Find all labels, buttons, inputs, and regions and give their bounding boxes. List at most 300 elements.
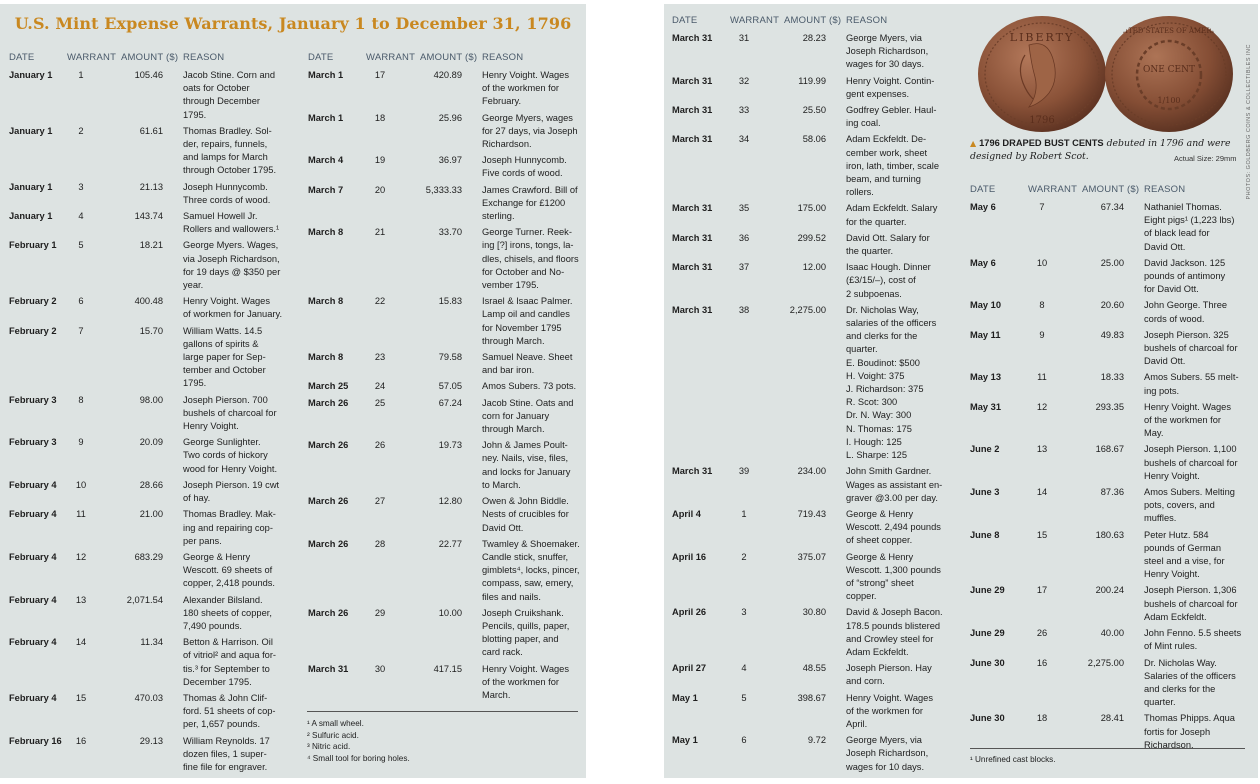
- row-reason: Henry Voight. Wages of the workmen for April.: [846, 692, 933, 729]
- table-row: [308, 154, 586, 180]
- row-warrant: 13: [1036, 444, 1048, 455]
- table-row: [672, 734, 954, 774]
- row-amount: 25.96: [438, 112, 462, 123]
- table-row: [9, 636, 289, 689]
- row-warrant: 37: [738, 262, 750, 273]
- row-date: May 6: [970, 257, 996, 268]
- footnote-rule: [307, 711, 578, 712]
- caption-text: debuted in 1796 and were designed by Robert Scot.: [970, 138, 1231, 162]
- table-row: [9, 735, 289, 775]
- row-warrant: 29: [374, 607, 386, 618]
- row-date: March 31: [672, 232, 713, 243]
- row-date: January 1: [9, 181, 53, 192]
- row-reason: Joseph Pierson. 1,306 bushels of charcoal for Adam Eckfeldt.: [1144, 585, 1238, 622]
- row-date: February 4: [9, 692, 57, 703]
- row-date: February 3: [9, 394, 57, 405]
- header-date: DATE: [9, 52, 35, 63]
- table-row: [9, 325, 289, 391]
- row-reason: Joseph Pierson. 1,100 bushels of charcoal for Henry Voight.: [1144, 444, 1238, 481]
- row-warrant: 13: [75, 594, 87, 605]
- row-amount: 719.43: [797, 508, 826, 519]
- row-reason: Adam Eckfeldt. De- cember work, sheet iron, lath, timber, scale beam, and turning rollers.: [846, 134, 940, 198]
- header-reason: REASON: [1144, 184, 1186, 195]
- row-date: February 16: [9, 735, 62, 746]
- row-reason: William Reynolds. 17 dozen files, 1 super- fine file for engraver.: [183, 735, 270, 772]
- row-amount: 15.70: [139, 325, 163, 336]
- warrant-column-3: [672, 15, 954, 774]
- row-warrant: 10: [75, 479, 87, 490]
- row-reason: Henry Voight. Wages of workmen for January.: [183, 296, 283, 320]
- row-warrant: 10: [1036, 257, 1048, 268]
- row-date: March 26: [308, 496, 349, 507]
- row-amount: 400.48: [134, 296, 163, 307]
- row-warrant: 20: [374, 184, 386, 195]
- row-amount: 11.34: [140, 637, 163, 648]
- row-amount: 25.00: [1100, 257, 1124, 268]
- row-amount: 12.00: [802, 262, 826, 273]
- row-date: May 31: [970, 401, 1002, 412]
- table-row: [970, 443, 1258, 483]
- header-amount: AMOUNT ($): [420, 52, 478, 63]
- header-date: DATE: [672, 15, 698, 26]
- row-date: June 8: [970, 529, 1000, 540]
- row-date: March 7: [308, 184, 344, 195]
- row-warrant: 26: [1036, 628, 1048, 639]
- row-warrant: 12: [75, 551, 87, 562]
- row-reason: George Sunlighter. Two cords of hickory wood for Henry Voight.: [183, 437, 278, 474]
- row-reason: Samuel Neave. Sheet and bar iron.: [482, 352, 573, 376]
- row-date: April 26: [672, 607, 707, 618]
- table-row: [9, 181, 289, 207]
- row-date: February 4: [9, 637, 57, 648]
- row-amount: 79.58: [438, 352, 462, 363]
- table-row: [970, 712, 1258, 752]
- row-reason: George Myers. Wages, via Joseph Richardson, for 19 days @ $350 per year.: [183, 240, 281, 291]
- table-row: [308, 495, 586, 535]
- row-reason: Jacob Stine. Oats and corn for January through March.: [482, 397, 574, 435]
- row-date: March 8: [308, 352, 344, 363]
- row-date: March 4: [308, 155, 344, 166]
- row-reason: Owen & John Biddle. Nests of crucibles for David Ott.: [482, 496, 569, 533]
- row-reason: Thomas Bradley. Sol- der, repairs, funnels, and lamps for March through October 1795.: [183, 125, 277, 176]
- table-row: [970, 401, 1258, 441]
- row-amount: 25.50: [802, 105, 826, 116]
- row-warrant: 38: [738, 304, 750, 315]
- row-reason: Joseph Hunnycomb. Three cords of wood.: [183, 181, 271, 205]
- row-date: April 4: [672, 508, 701, 519]
- table-row: [9, 239, 289, 292]
- row-reason: Thomas & John Clif- ford. 51 sheets of cop- per, 1,657 pounds.: [183, 692, 276, 730]
- row-warrant: 26: [374, 440, 386, 451]
- footnote: ² Sulfuric acid.: [307, 730, 359, 740]
- row-amount: 61.61: [139, 125, 163, 136]
- table-row: [9, 551, 289, 591]
- row-warrant: 8: [78, 394, 84, 405]
- row-reason: Samuel Howell Jr. Rollers and wallowers.¹: [183, 211, 280, 235]
- row-amount: 21.13: [139, 181, 163, 192]
- row-warrant: 36: [738, 232, 750, 243]
- table-row: [970, 486, 1258, 526]
- row-amount: 2,275.00: [789, 304, 826, 315]
- table-row: [970, 371, 1258, 397]
- table-row: [308, 112, 586, 152]
- row-reason: David Jackson. 125 pounds of antimony for David Ott.: [1144, 257, 1226, 295]
- row-amount: 30.80: [802, 607, 826, 618]
- row-amount: 234.00: [797, 466, 826, 477]
- footnotes-right: [970, 754, 1240, 766]
- row-reason: John Fenno. 5.5 sheets of Mint rules.: [1144, 628, 1242, 652]
- row-amount: 22.77: [438, 538, 462, 549]
- row-amount: 67.24: [438, 397, 462, 408]
- table-row: [308, 380, 586, 393]
- table-row: [672, 32, 954, 72]
- footnote-rule-right: [970, 748, 1245, 749]
- row-reason: Henry Voight. Wages of the workmen for March.: [482, 663, 569, 700]
- row-date: February 1: [9, 240, 57, 251]
- table-row: [672, 465, 954, 505]
- header-amount: AMOUNT ($): [784, 15, 842, 26]
- header-date: DATE: [308, 52, 334, 63]
- row-amount: 49.83: [1100, 329, 1124, 340]
- row-warrant: 32: [738, 75, 750, 86]
- row-warrant: 35: [738, 203, 750, 214]
- row-date: January 1: [9, 125, 53, 136]
- row-warrant: 9: [78, 437, 84, 448]
- row-warrant: 8: [1039, 300, 1045, 311]
- caption-bold: 1796 DRAPED BUST CENTS: [979, 138, 1104, 148]
- table-row: [672, 304, 954, 462]
- row-warrant: 12: [1036, 401, 1048, 412]
- row-date: March 8: [308, 296, 344, 307]
- row-reason: Joseph Pierson. Hay and corn.: [846, 663, 932, 687]
- row-reason: John & James Poult- ney. Nails, vise, files, and locks for January to March.: [482, 440, 571, 490]
- row-reason: Amos Subers. 55 melt- ing pots.: [1144, 372, 1239, 396]
- row-amount: 98.00: [139, 394, 163, 405]
- table-row: [672, 133, 954, 199]
- row-reason: Amos Subers. 73 pots.: [482, 381, 577, 392]
- warrant-column-1: [9, 52, 289, 774]
- row-reason: George Myers, via Joseph Richardson, wages for 10 days.: [846, 735, 929, 772]
- row-reason: Joseph Pierson. 700 bushels of charcoal for Henry Voight.: [183, 394, 277, 432]
- row-date: March 1: [308, 70, 344, 80]
- row-amount: 58.06: [802, 134, 826, 145]
- row-date: March 26: [308, 397, 349, 408]
- header-warrant: WARRANT: [730, 15, 780, 26]
- row-date: June 29: [970, 585, 1005, 596]
- row-date: January 1: [9, 211, 53, 222]
- row-reason: Israel & Isaac Palmer. Lamp oil and candles for November 1795 through March.: [482, 296, 573, 346]
- row-warrant: 17: [374, 70, 386, 80]
- row-amount: 398.67: [797, 692, 826, 703]
- row-reason: Betton & Harrison. Oil of vitriol² and aqua for- tis.³ for September to December 1795.: [183, 637, 277, 687]
- row-date: February 4: [9, 479, 57, 490]
- row-amount: 119.99: [798, 75, 826, 86]
- table-row: [308, 69, 586, 109]
- row-date: March 8: [308, 227, 344, 238]
- coin-reverse-center: ONE CENT: [1142, 65, 1196, 75]
- row-warrant: 28: [374, 538, 386, 549]
- table-row: [672, 508, 954, 548]
- table-row: [970, 657, 1258, 710]
- row-amount: 15.83: [438, 296, 462, 307]
- row-warrant: 19: [374, 155, 386, 166]
- photo-credit: PHOTOS: GOLDBERG COINS & COLLECTIBLES INC: [1246, 44, 1252, 200]
- header-reason: REASON: [482, 52, 524, 63]
- row-warrant: 1: [78, 70, 84, 80]
- row-amount: 28.23: [802, 33, 826, 43]
- row-amount: 57.05: [438, 381, 462, 392]
- row-reason: Henry Voight. Contin- gent expenses.: [846, 75, 935, 99]
- table-row: [672, 104, 954, 130]
- row-warrant: 16: [1036, 657, 1048, 668]
- row-amount: 105.46: [134, 70, 163, 80]
- row-date: March 31: [672, 105, 713, 116]
- row-date: March 1: [308, 112, 344, 123]
- row-amount: 180.63: [1095, 529, 1124, 540]
- row-reason: Peter Hutz. 584 pounds of German steel and a vise, for Henry Voight.: [1144, 529, 1225, 580]
- row-warrant: 7: [78, 325, 84, 336]
- column-header: [308, 52, 586, 66]
- row-reason: George Myers, wages for 27 days, via Joseph Richardson.: [482, 112, 578, 150]
- row-warrant: 17: [1036, 585, 1048, 596]
- row-date: June 3: [970, 487, 1000, 498]
- row-date: May 1: [672, 692, 698, 703]
- row-date: March 31: [672, 262, 713, 273]
- row-date: June 2: [970, 444, 1000, 455]
- row-warrant: 33: [738, 105, 750, 116]
- row-date: March 31: [672, 466, 713, 477]
- row-reason: Adam Eckfeldt. Salary for the quarter.: [846, 203, 938, 227]
- row-reason: George & Henry Wescott. 1,300 pounds of “strong” sheet copper.: [846, 551, 941, 602]
- row-reason: George Myers, via Joseph Richardson, wages for 30 days.: [846, 33, 929, 70]
- row-date: March 31: [308, 663, 349, 674]
- footnote: ¹ Unrefined cast blocks.: [970, 755, 1056, 764]
- header-date: DATE: [970, 184, 996, 195]
- row-date: February 4: [9, 509, 57, 520]
- row-amount: 10.00: [438, 607, 462, 618]
- row-amount: 9.72: [807, 735, 826, 746]
- row-reason: John George. Three cords of wood.: [1144, 300, 1228, 324]
- right-page: [664, 4, 1258, 778]
- row-warrant: 2: [78, 125, 84, 136]
- row-reason: Twamley & Shoemaker. Candle stick, snuffer, gimblets⁴, locks, pincer, compass, saw, emery, files and nails.: [482, 538, 580, 602]
- row-amount: 18.21: [139, 240, 163, 251]
- table-row: [9, 69, 289, 122]
- footnotes: [307, 718, 577, 764]
- warrant-column-2: [308, 52, 586, 702]
- row-reason: Isaac Hough. Dinner (£3/15/–), cost of 2 subpoenas.: [846, 262, 931, 299]
- row-reason: Joseph Hunnycomb. Five cords of wood.: [482, 155, 567, 179]
- row-amount: 2,071.54: [126, 594, 163, 605]
- row-warrant: 14: [1036, 487, 1048, 498]
- table-row: [970, 299, 1258, 325]
- table-row: [672, 551, 954, 604]
- table-row: [308, 607, 586, 660]
- table-row: [308, 351, 586, 377]
- row-warrant: 25: [374, 397, 386, 408]
- row-amount: 5,333.33: [425, 184, 462, 195]
- coin-obverse-date: 1796: [1029, 115, 1055, 126]
- row-amount: 33.70: [438, 227, 462, 238]
- row-warrant: 15: [75, 692, 87, 703]
- row-reason: David Ott. Salary for the quarter.: [846, 232, 930, 257]
- row-date: May 1: [672, 735, 698, 746]
- row-warrant: 6: [741, 735, 747, 746]
- row-reason: David & Joseph Bacon. 178.5 pounds blistered and Crowley steel for Adam Eckfeldt.: [846, 607, 943, 657]
- coin-obverse-image: [977, 15, 1107, 133]
- row-date: April 27: [672, 663, 707, 674]
- coin-reverse-image: [1104, 15, 1234, 133]
- row-date: June 30: [970, 657, 1005, 668]
- row-warrant: 1: [741, 508, 747, 519]
- row-warrant: 18: [1036, 713, 1048, 724]
- row-warrant: 30: [374, 663, 386, 674]
- row-reason: Henry Voight. Wages of the workmen for May.: [1144, 401, 1231, 439]
- row-date: March 31: [672, 304, 713, 315]
- row-amount: 683.29: [134, 551, 163, 562]
- row-amount: 18.33: [1100, 372, 1124, 383]
- row-amount: 12.80: [438, 496, 462, 507]
- row-warrant: 27: [374, 496, 386, 507]
- actual-size-note: Actual Size: 29mm: [1174, 154, 1237, 163]
- footnote: ³ Nitric acid.: [307, 742, 351, 752]
- header-reason: REASON: [846, 15, 888, 26]
- row-warrant: 23: [374, 352, 386, 363]
- coin-obverse-legend: LIBERTY: [1009, 31, 1075, 44]
- row-reason: Joseph Pierson. 19 cwt of hay.: [183, 479, 280, 504]
- row-amount: 28.66: [139, 479, 163, 490]
- row-amount: 168.67: [1095, 444, 1124, 455]
- table-row: [9, 125, 289, 178]
- table-row: [970, 257, 1258, 297]
- row-date: March 26: [308, 440, 349, 451]
- row-reason: Godfrey Gebler. Haul- ing coal.: [846, 105, 937, 129]
- table-row: [672, 232, 954, 258]
- row-warrant: 2: [741, 551, 747, 562]
- row-warrant: 4: [741, 663, 747, 674]
- row-date: April 16: [672, 551, 707, 562]
- row-amount: 67.34: [1100, 202, 1124, 212]
- row-reason: John Smith Gardner. Wages as assistant en- graver @3.00 per day.: [846, 466, 943, 503]
- row-amount: 21.00: [139, 509, 163, 520]
- row-warrant: 16: [75, 735, 87, 746]
- warrant-column-4: [970, 184, 1258, 752]
- table-row: [9, 594, 289, 634]
- row-reason: Dr. Nicholas Way. Salaries of the officers and clerks for the quarter.: [1144, 657, 1236, 708]
- row-date: February 2: [9, 296, 57, 307]
- row-warrant: 7: [1039, 202, 1045, 212]
- page-title: U.S. Mint Expense Warrants, January 1 to December 31, 1796: [14, 14, 572, 33]
- row-date: May 13: [970, 372, 1002, 383]
- table-row: [308, 538, 586, 604]
- row-reason: Henry Voight. Wages of the workmen for February.: [482, 70, 569, 107]
- row-warrant: 22: [374, 296, 386, 307]
- row-date: March 31: [672, 203, 713, 214]
- row-reason: Nathaniel Thomas. Eight pigs¹ (1,223 lbs) of black lead for David Ott.: [1144, 202, 1235, 252]
- table-row: [672, 662, 954, 688]
- row-date: February 4: [9, 594, 57, 605]
- row-date: March 31: [672, 33, 713, 43]
- table-row: [9, 692, 289, 732]
- row-reason: William Watts. 14.5 gallons of spirits & large paper for Sep- tember and October 1795.: [183, 325, 266, 389]
- row-warrant: 15: [1036, 529, 1048, 540]
- row-date: March 26: [308, 538, 349, 549]
- footnote: ¹ A small wheel.: [307, 719, 364, 728]
- row-warrant: 18: [374, 112, 386, 123]
- row-reason: Joseph Pierson. 325 bushels of charcoal for David Ott.: [1144, 329, 1238, 367]
- row-reason: Joseph Cruikshank. Pencils, quills, paper, blotting paper, and card rack.: [482, 607, 570, 658]
- row-reason: Jacob Stine. Corn and oats for October through December 1795.: [183, 70, 275, 120]
- table-row: [308, 226, 586, 292]
- row-date: May 6: [970, 202, 996, 212]
- row-warrant: 11: [76, 509, 86, 520]
- row-amount: 375.07: [797, 551, 826, 562]
- header-amount: AMOUNT ($): [1082, 184, 1140, 195]
- row-warrant: 14: [75, 637, 87, 648]
- row-amount: 2,275.00: [1087, 657, 1124, 668]
- row-warrant: 24: [374, 381, 386, 392]
- table-row: [9, 436, 289, 476]
- row-warrant: 5: [741, 692, 747, 703]
- row-amount: 29.13: [139, 735, 163, 746]
- row-date: January 1: [9, 70, 53, 80]
- row-date: March 26: [308, 607, 349, 618]
- header-warrant: WARRANT: [366, 52, 416, 63]
- row-amount: 19.73: [438, 440, 462, 451]
- table-row: [9, 295, 289, 321]
- table-row: [308, 439, 586, 492]
- row-reason: George Turner. Reek- ing [?] irons, tongs, la- dles, chisels, and floors for October and No- vember 1795.: [482, 227, 579, 291]
- row-reason: Thomas Bradley. Mak- ing and repairing cop- per pans.: [183, 509, 276, 546]
- row-date: June 30: [970, 713, 1005, 724]
- row-date: February 3: [9, 437, 57, 448]
- table-row: [9, 479, 289, 505]
- caption-triangle-icon: ▲: [970, 139, 977, 148]
- row-amount: 28.41: [1100, 713, 1124, 724]
- table-row: [308, 663, 586, 703]
- row-warrant: 3: [741, 607, 747, 618]
- row-amount: 200.24: [1095, 585, 1124, 596]
- row-date: May 10: [970, 300, 1002, 311]
- row-amount: 293.35: [1095, 401, 1124, 412]
- table-row: [9, 394, 289, 434]
- table-row: [970, 584, 1258, 624]
- table-row: [672, 75, 954, 101]
- row-amount: 420.89: [433, 70, 462, 80]
- header-warrant: WARRANT: [1028, 184, 1078, 195]
- row-reason: Amos Subers. Melting pots, covers, and muffles.: [1144, 487, 1235, 524]
- row-date: May 11: [970, 329, 1001, 340]
- row-date: March 25: [308, 381, 349, 392]
- column-header: [9, 52, 289, 66]
- table-row: [672, 606, 954, 659]
- row-amount: 417.15: [433, 663, 462, 674]
- header-reason: REASON: [183, 52, 225, 63]
- table-row: [308, 184, 586, 224]
- row-amount: 299.52: [797, 232, 826, 243]
- row-reason: Thomas Phipps. Aqua fortis for Joseph Richardson.: [1144, 713, 1235, 750]
- row-amount: 20.60: [1100, 300, 1124, 311]
- row-warrant: 11: [1037, 372, 1047, 383]
- row-amount: 48.55: [802, 663, 826, 674]
- header-amount: AMOUNT ($): [121, 52, 179, 63]
- table-row: [970, 329, 1258, 369]
- coin-reverse-fraction: 1/100: [1157, 96, 1181, 105]
- row-amount: 20.09: [139, 437, 163, 448]
- table-row: [970, 627, 1258, 653]
- row-date: February 4: [9, 551, 57, 562]
- row-warrant: 3: [78, 181, 84, 192]
